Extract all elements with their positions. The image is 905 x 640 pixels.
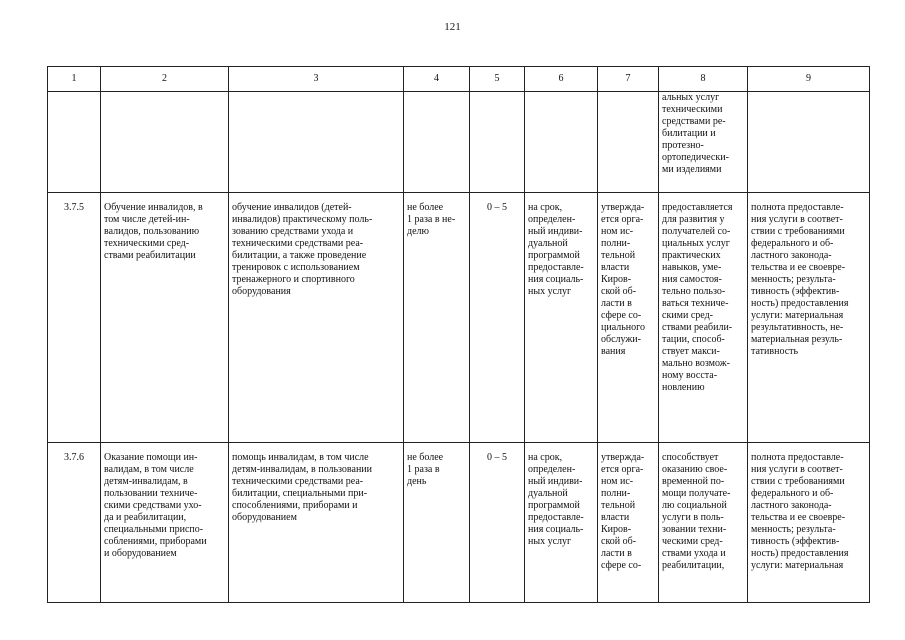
- cell-empty: [48, 92, 101, 193]
- cell-conditions: предоставляется для развития у получателей со- циальных услуг практических навыков, уме- ния самостоя- тельно пользо- ваться техниче- скими сред- ствами реабили- тации, способ- ствует макси- мально возмож- ному восста- новлению: [659, 193, 748, 443]
- header-col-7: 7: [598, 67, 659, 92]
- cell-empty: [470, 92, 525, 193]
- cell-empty: [404, 92, 470, 193]
- cell-service-name: Оказание помощи ин- валидам, в том числе детям-инвалидам, в пользовании техниче- скими средствами ухо- да и реабилитации, специальными приспо- соблениями, приборами и оборудованием: [101, 443, 229, 603]
- cell-service-name: Обучение инвалидов, в том числе детей-ин- валидов, пользованию техническими сред- ствами реабилитации: [101, 193, 229, 443]
- cell-empty: [525, 92, 598, 193]
- table-row: [48, 443, 870, 603]
- cell-description: помощь инвалидам, в том числе детям-инвалидам, в пользовании техническими средствами реа- билитации, специальными при- способлениями, приборами и оборудованием: [229, 443, 404, 603]
- cell-frequency: не более 1 раза в день: [404, 443, 470, 603]
- cell-empty: [598, 92, 659, 193]
- cell-range: 0 – 5: [470, 193, 525, 443]
- cell-tariff: утвержда- ется орга- ном ис- полни- тельной власти Киров- ской об- ласти в сфере со- циального обслужи- вания: [598, 193, 659, 443]
- cell-conditions: альных услуг техническими средствами ре- билитации и протезно- ортопедически- ми изделиями: [659, 92, 748, 193]
- cell-duration: на срок, определен- ный индиви- дуальной программой предоставле- ния социаль- ных услуг: [525, 443, 598, 603]
- header-col-4: 4: [404, 67, 470, 92]
- table-row: [48, 193, 870, 443]
- header-row: [48, 67, 870, 92]
- header-col-1: 1: [48, 67, 101, 92]
- cell-range: 0 – 5: [470, 443, 525, 603]
- cell-conditions: способствует оказанию свое- временной по- мощи получате- лю социальной услуги в поль- зовании техни- ческими сред- ствами ухода и реабилитации,: [659, 443, 748, 603]
- services-table: [47, 66, 870, 603]
- cell-empty: [229, 92, 404, 193]
- header-col-9: 9: [748, 67, 870, 92]
- header-col-3: 3: [229, 67, 404, 92]
- cell-duration: на срок, определен- ный индиви- дуальной программой предоставле- ния социаль- ных услуг: [525, 193, 598, 443]
- cell-tariff: утвержда- ется орга- ном ис- полни- тельной власти Киров- ской об- ласти в сфере со-: [598, 443, 659, 603]
- cell-empty: [101, 92, 229, 193]
- cell-number: 3.7.5: [48, 193, 101, 443]
- header-col-2: 2: [101, 67, 229, 92]
- cell-quality: полнота предоставле- ния услуги в соответ- ствии с требованиями федерального и об- ластного законода- тельства и ее своевре- менность; результа- тивность (эффектив- ность) предоставления услуги: материальная результативность, не- материальная резуль- тативность: [748, 193, 870, 443]
- header-col-8: 8: [659, 67, 748, 92]
- table-row-continuation: [48, 92, 870, 193]
- header-col-5: 5: [470, 67, 525, 92]
- cell-description: обучение инвалидов (детей- инвалидов) практическому поль- зованию средствами ухода и техническими средствами реа- билитации, а также проведение тренировок с использованием тренажерного и спортивного оборудования: [229, 193, 404, 443]
- cell-empty: [748, 92, 870, 193]
- page-number: 121: [444, 21, 461, 33]
- cell-number: 3.7.6: [48, 443, 101, 603]
- cell-quality: полнота предоставле- ния услуги в соответ- ствии с требованиями федерального и об- ластного законода- тельства и ее своевре- менность; результа- тивность (эффектив- ность) предоставления услуги: материальная: [748, 443, 870, 603]
- cell-frequency: не более 1 раза в не- делю: [404, 193, 470, 443]
- header-col-6: 6: [525, 67, 598, 92]
